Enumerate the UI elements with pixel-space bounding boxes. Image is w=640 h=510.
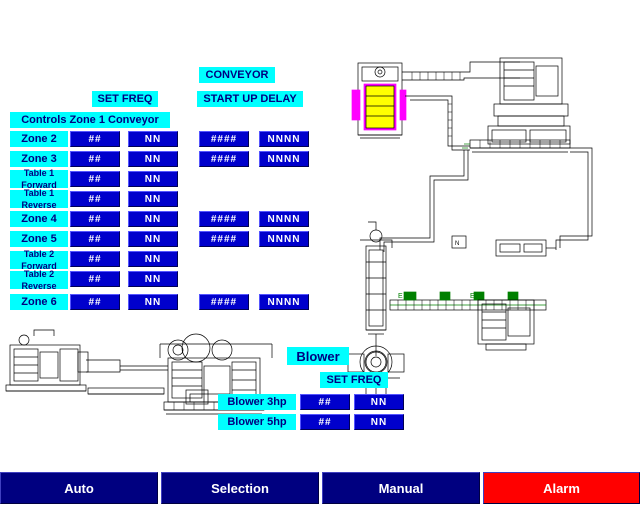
delay-field-zone-5[interactable]: #### xyxy=(199,231,249,247)
delay-unit-zone-3[interactable]: NNNN xyxy=(259,151,309,167)
bottom-toolbar xyxy=(0,472,640,510)
delay-unit-zone-6[interactable]: NNNN xyxy=(259,294,309,310)
freq-unit-table-1-forward[interactable]: NN xyxy=(128,171,178,187)
row-label-zone-3: Zone 3 xyxy=(10,151,68,167)
auto-button[interactable]: Auto xyxy=(0,472,158,504)
delay-field-zone-3[interactable]: #### xyxy=(199,151,249,167)
freq-field-zone-6[interactable]: ## xyxy=(70,294,120,310)
selection-button[interactable]: Selection xyxy=(161,472,319,504)
set-freq-header: SET FREQ xyxy=(92,91,158,107)
delay-field-zone-4[interactable]: #### xyxy=(199,211,249,227)
freq-unit-zone-3[interactable]: NN xyxy=(128,151,178,167)
freq-unit-table-2-forward[interactable]: NN xyxy=(128,251,178,267)
manual-button[interactable]: Manual xyxy=(322,472,480,504)
row-label-table-1-reverse: Table 1 Reverse xyxy=(10,190,68,208)
page-title: Controls Zone 1 Conveyor xyxy=(10,112,170,128)
freq-unit-zone-6[interactable]: NN xyxy=(128,294,178,310)
delay-unit-zone-5[interactable]: NNNN xyxy=(259,231,309,247)
row-label-zone-2: Zone 2 xyxy=(10,131,68,147)
delay-unit-zone-2[interactable]: NNNN xyxy=(259,131,309,147)
freq-field-zone-4[interactable]: ## xyxy=(70,211,120,227)
row-label-table-2-forward: Table 2 Forward xyxy=(10,251,68,269)
freq-unit-blower-5hp[interactable]: NN xyxy=(354,414,404,430)
alarm-button[interactable]: Alarm xyxy=(483,472,640,504)
freq-field-table-2-reverse[interactable]: ## xyxy=(70,271,120,287)
freq-unit-blower-3hp[interactable]: NN xyxy=(354,394,404,410)
svg-text:E: E xyxy=(398,293,403,300)
freq-field-zone-5[interactable]: ## xyxy=(70,231,120,247)
startup-delay-header: START UP DELAY xyxy=(197,91,303,107)
row-label-zone-6: Zone 6 xyxy=(10,294,68,310)
row-label-zone-5: Zone 5 xyxy=(10,231,68,247)
freq-unit-zone-5[interactable]: NN xyxy=(128,231,178,247)
blower-set-freq-header: SET FREQ xyxy=(320,372,388,388)
delay-field-zone-6[interactable]: #### xyxy=(199,294,249,310)
conveyor-header: CONVEYOR xyxy=(199,67,275,83)
freq-unit-zone-2[interactable]: NN xyxy=(128,131,178,147)
freq-field-table-2-forward[interactable]: ## xyxy=(70,251,120,267)
freq-field-table-1-reverse[interactable]: ## xyxy=(70,191,120,207)
delay-field-zone-2[interactable]: #### xyxy=(199,131,249,147)
row-label-zone-4: Zone 4 xyxy=(10,211,68,227)
delay-unit-zone-4[interactable]: NNNN xyxy=(259,211,309,227)
freq-unit-table-1-reverse[interactable]: NN xyxy=(128,191,178,207)
freq-field-zone-2[interactable]: ## xyxy=(70,131,120,147)
freq-field-zone-3[interactable]: ## xyxy=(70,151,120,167)
freq-unit-zone-4[interactable]: NN xyxy=(128,211,178,227)
freq-field-blower-5hp[interactable]: ## xyxy=(300,414,350,430)
freq-field-blower-3hp[interactable]: ## xyxy=(300,394,350,410)
row-label-table-1-forward: Table 1 Forward xyxy=(10,170,68,188)
row-label-blower-3hp: Blower 3hp xyxy=(218,394,296,410)
freq-unit-table-2-reverse[interactable]: NN xyxy=(128,271,178,287)
freq-field-table-1-forward[interactable]: ## xyxy=(70,171,120,187)
svg-text:E: E xyxy=(470,293,475,300)
row-label-blower-5hp: Blower 5hp xyxy=(218,414,296,430)
svg-text:N: N xyxy=(455,241,460,247)
row-label-table-2-reverse: Table 2 Reverse xyxy=(10,271,68,289)
blower-header: Blower xyxy=(287,347,349,365)
